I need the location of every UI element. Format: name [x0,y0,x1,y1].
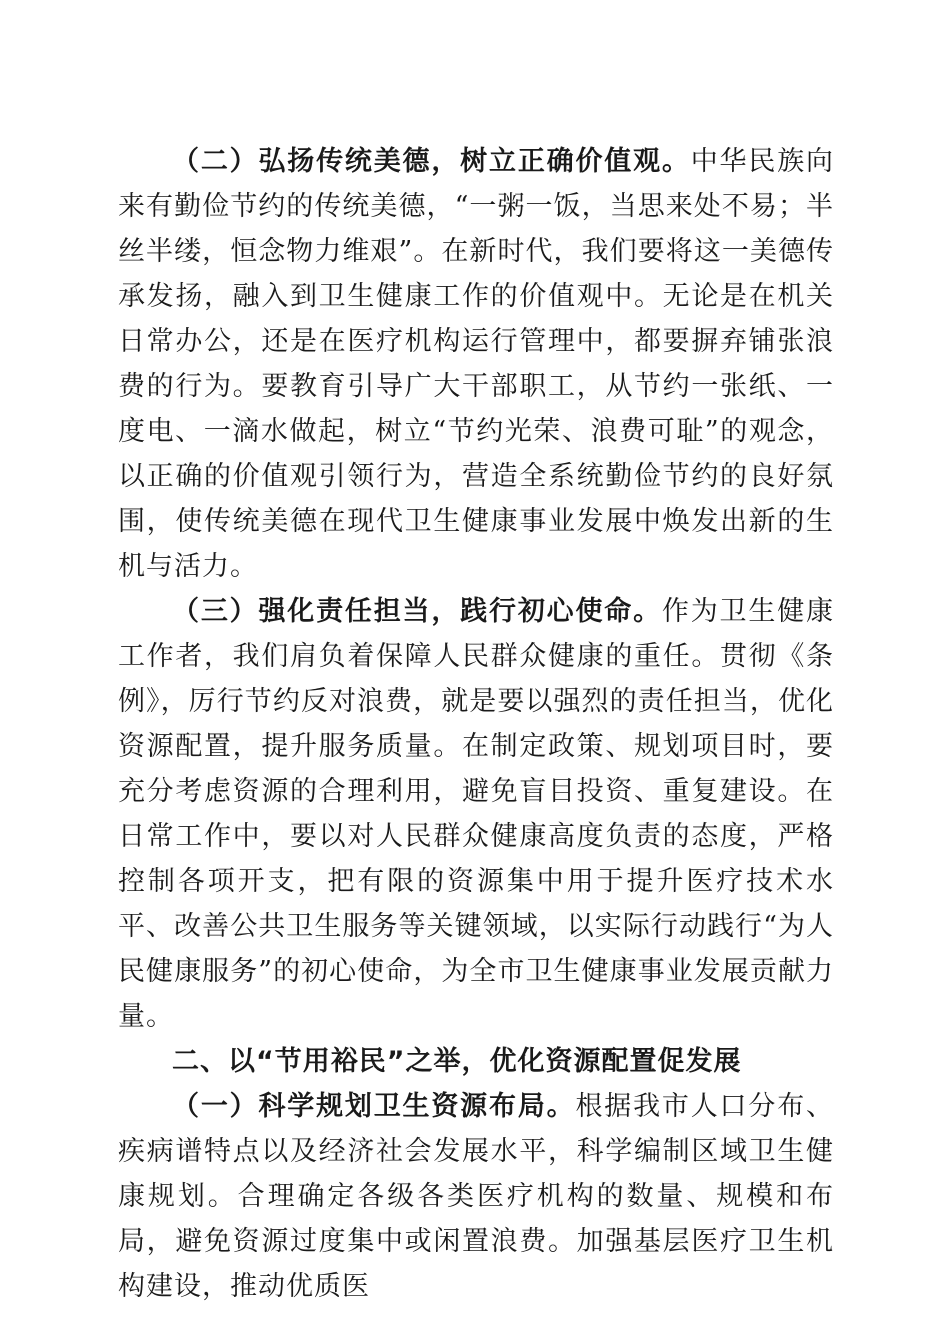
paragraph-responsibility [118,589,834,1039]
paragraph-lead: （二）弘扬传统美德，树立正确价值观。 [172,146,691,177]
paragraph-promote-virtue [118,139,834,589]
paragraph-resource-planning [118,1084,834,1309]
section-heading: 二、以“节用裕民”之举，优化资源配置促发展 [172,1046,742,1077]
paragraph-text: 中华民族向来有勤俭节约的传统美德，“一粥一饭，当思来处不易；半丝半缕，恒念物力维艰”。在新时代，我们要将这一美德传承发扬，融入到卫生健康工作的价值观中。无论是在机关日常办公，还是在医疗机构运行管理中，都要摒弃铺张浪费的行为。要教育引导广大干部职工，从节约一张纸、一度电、一滴水做起，树立“节约光荣、浪费可耻”的观念，以正确的价值观引领行为，营造全系统勤俭节约的良好氛围，使传统美德在现代卫生健康事业发展中焕发出新的生机与活力。 [118,146,835,582]
paragraph-lead: （三）强化责任担当，践行初心使命。 [172,596,662,627]
paragraph-lead: （一）科学规划卫生资源布局。 [172,1091,576,1122]
paragraph-text: 作为卫生健康工作者，我们肩负着保障人民群众健康的重任。贯彻《条例》，厉行节约反对浪费，就是要以强烈的责任担当，优化资源配置，提升服务质量。在制定政策、规划项目时，要充分考虑资源的合理利用，避免盲目投资、重复建设。在日常工作中，要以对人民群众健康高度负责的态度，严格控制各项开支，把有限的资源集中用于提升医疗技术水平、改善公共卫生服务等关键领域，以实际行动践行“为人民健康服务”的初心使命，为全市卫生健康事业发展贡献力量。 [118,596,835,1032]
paragraph-text: 根据我市人口分布、疾病谱特点以及经济社会发展水平，科学编制区域卫生健康规划。合理确定各级各类医疗机构的数量、规模和布局，避免资源过度集中或闲置浪费。加强基层医疗卫生机构建设，推动优质医 [118,1091,835,1302]
document-body [118,139,834,1309]
